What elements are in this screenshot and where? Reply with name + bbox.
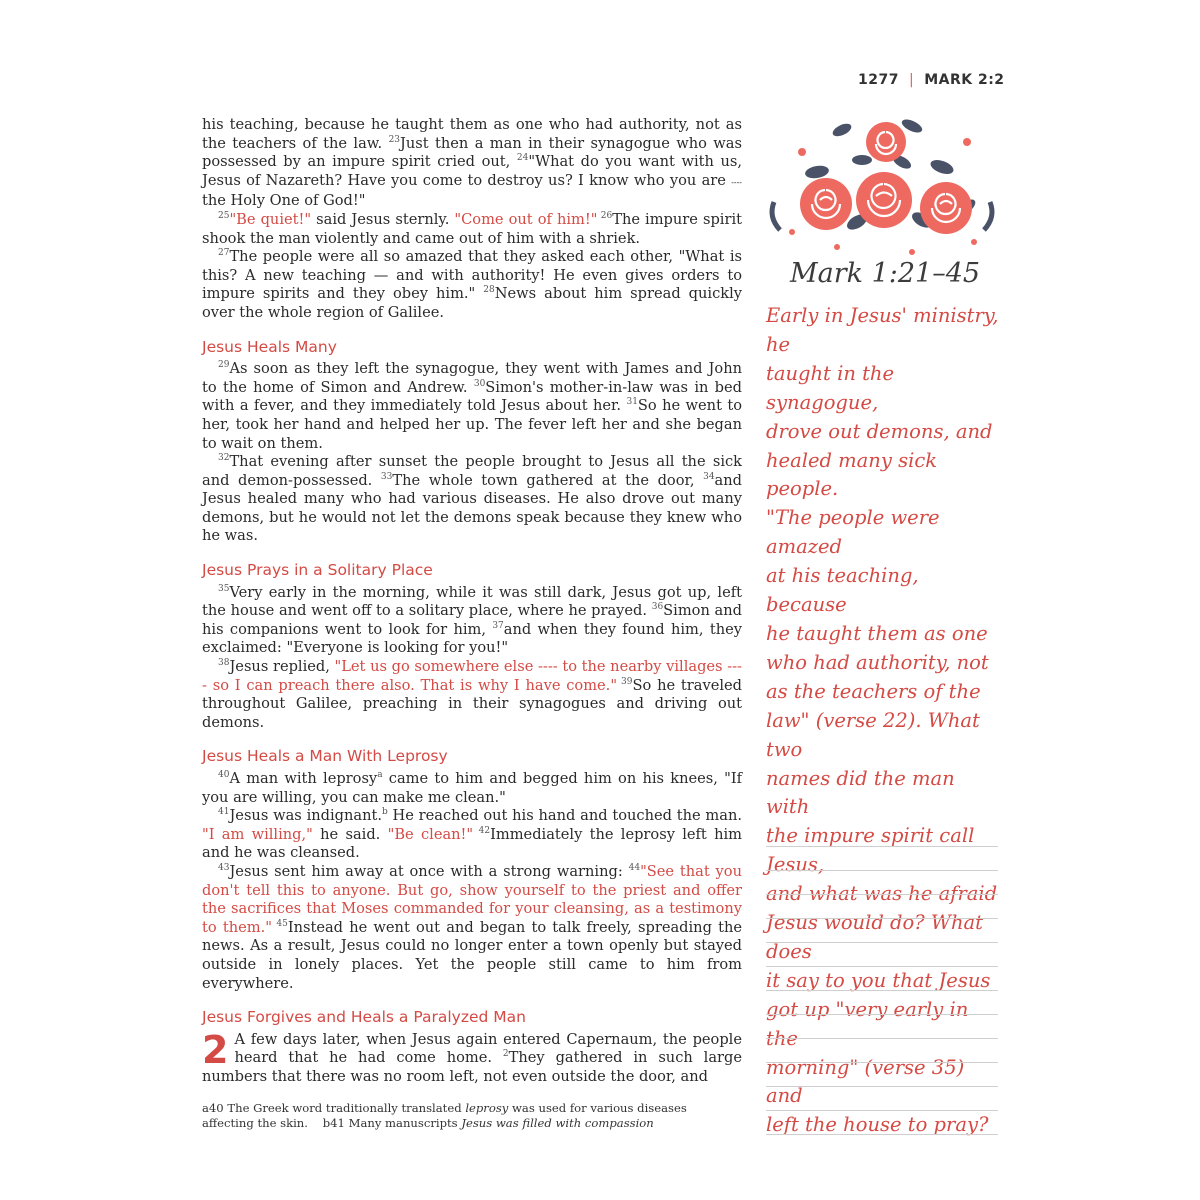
verse-number: 25 bbox=[218, 211, 230, 222]
paragraph bbox=[202, 248, 742, 322]
chapter-start bbox=[202, 1027, 742, 1087]
words-of-jesus: "Let us go somewhere else ---- to the nearby villages ---- so I can preach there also. That is why I have come." bbox=[202, 658, 742, 694]
paragraph bbox=[202, 1027, 742, 1087]
note-line: morning" (verse 35) and bbox=[766, 1055, 965, 1108]
verse-number: 32 bbox=[218, 453, 230, 464]
page-number: 1277 bbox=[858, 72, 899, 88]
verse-text: and Jesus healed many who had various diseases. He also drove out many demons, but he would not let the demons speak because they knew who he was. bbox=[202, 471, 742, 545]
verse-text: "What do you want with us, Jesus of Nazareth? Have you come to destroy us? I know who you are bbox=[202, 153, 742, 189]
writing-line[interactable] bbox=[766, 846, 998, 847]
paragraph bbox=[202, 116, 742, 211]
paragraph bbox=[202, 807, 742, 863]
words-of-jesus: "Come out of him!" bbox=[454, 210, 598, 228]
note-line: got up "very early in the bbox=[766, 997, 969, 1050]
note-line: Jesus would do? What does bbox=[766, 911, 983, 963]
writing-line[interactable] bbox=[766, 966, 998, 967]
footnote-marker: a bbox=[202, 1101, 209, 1115]
verse-text: He reached out his hand and touched the man. bbox=[387, 807, 742, 825]
writing-line[interactable] bbox=[766, 1086, 998, 1087]
note-line: the impure spirit call Jesus, bbox=[766, 824, 975, 877]
footnote-italic: Jesus was filled with compassion bbox=[461, 1116, 654, 1130]
footnote-text: The Greek word traditionally translated bbox=[223, 1101, 466, 1115]
verse-text: Jesus sent him away at once with a strong warning: bbox=[229, 862, 629, 880]
note-line: who had authority, not bbox=[766, 650, 989, 674]
words-of-jesus: "I am willing," bbox=[202, 825, 313, 843]
note-line: as the teachers of the bbox=[766, 679, 981, 703]
paragraph bbox=[202, 770, 742, 807]
verse-text: he said. bbox=[312, 825, 388, 843]
passage-reference: Mark 1:21–45 bbox=[790, 258, 981, 289]
verse-number: 33 bbox=[380, 471, 393, 482]
verse-number: 29 bbox=[218, 360, 230, 371]
note-line: healed many sick people. bbox=[766, 448, 938, 501]
verse-text: Instead he went out and began to talk freely, spreading the news. As a result, Jesus could no longer enter a town openly but stayed outside in lonely places. Yet the people still came to him from everywhere. bbox=[202, 918, 742, 992]
note-line: taught in the synagogue, bbox=[766, 361, 895, 414]
note-line: left the house to pray? bbox=[766, 1113, 989, 1137]
verse-text: Jesus replied, bbox=[229, 658, 335, 676]
section-heading: Jesus Heals a Man With Leprosy bbox=[202, 747, 448, 766]
writing-line[interactable] bbox=[766, 1110, 998, 1111]
verse-text: the Holy One of God!" bbox=[202, 192, 366, 210]
verse-number: 31 bbox=[626, 397, 638, 408]
verse-text: As soon as they left the synagogue, they went with James and John to the home of Simon and Andrew. bbox=[202, 360, 742, 396]
footnote-text: was used for various diseases affecting the skin. bbox=[202, 1101, 687, 1130]
paragraph bbox=[202, 453, 742, 546]
verse-number: 27 bbox=[218, 248, 230, 259]
verse-number: 37 bbox=[492, 620, 504, 631]
verse-text: So he went to her, took her hand and helped her up. The fever left her and she began to wait on them. bbox=[202, 397, 742, 452]
verse-text: The impure spirit shook the man violently and came out of him with a shriek. bbox=[202, 210, 742, 247]
verse-number: 40 bbox=[218, 770, 230, 781]
verse-number: 45 bbox=[271, 918, 288, 929]
verse-number: 44 bbox=[628, 863, 641, 874]
chapter-number: 2 bbox=[202, 1027, 229, 1072]
writing-line[interactable] bbox=[766, 990, 998, 991]
note-line: it say to you that Jesus bbox=[766, 968, 991, 992]
verse-number: 34 bbox=[703, 471, 715, 482]
writing-line[interactable] bbox=[766, 918, 998, 919]
verse-text: News about him spread quickly over the whole region of Galilee. bbox=[202, 285, 743, 321]
footnote-ref: 41 bbox=[330, 1116, 345, 1130]
words-of-jesus: "Be clean!" bbox=[387, 825, 474, 843]
footnote-ref: 40 bbox=[208, 1101, 224, 1115]
verse-number: 2 bbox=[502, 1049, 509, 1060]
book-reference: MARK 2:2 bbox=[924, 72, 1005, 88]
note-line: at his teaching, because bbox=[766, 564, 919, 617]
verse-text: his teaching, because he taught them as one who had authority, not as the teachers of the law. bbox=[202, 116, 742, 152]
scripture-column bbox=[202, 116, 742, 1087]
section-heading: Jesus Forgives and Heals a Paralyzed Man bbox=[202, 1008, 526, 1027]
verse-text: Jesus was indignant. bbox=[229, 807, 382, 825]
rose-illustration bbox=[762, 112, 1002, 262]
footnote-text: Many manuscripts bbox=[344, 1116, 462, 1130]
verse-number: 35 bbox=[218, 583, 230, 594]
footnote-italic: leprosy bbox=[465, 1101, 509, 1115]
note-line: drove out demons, and bbox=[766, 419, 993, 443]
note-line: "The people were amazed bbox=[766, 506, 940, 559]
writing-line[interactable] bbox=[766, 870, 998, 871]
paragraph bbox=[202, 863, 742, 993]
verse-text: Simon's mother-in-law was in bed with a fever, and they immediately told Jesus about her. bbox=[202, 378, 742, 415]
running-header bbox=[858, 72, 1008, 96]
verse-number: 30 bbox=[473, 378, 486, 389]
verse-text: A few days later, when Jesus again entered Capernaum, the people heard that he had come home. bbox=[234, 1030, 742, 1067]
header-separator: | bbox=[908, 72, 915, 88]
writing-line[interactable] bbox=[766, 1134, 998, 1135]
verse-number: 41 bbox=[218, 807, 230, 818]
verse-text: That evening after sunset the people brought to Jesus all the sick and demon-possessed. bbox=[202, 453, 742, 489]
note-line: names did the man with bbox=[766, 766, 955, 819]
writing-line[interactable] bbox=[766, 1014, 998, 1015]
paragraph bbox=[202, 360, 742, 453]
note-line: law" (verse 22). What two bbox=[766, 708, 980, 761]
verse-text: Just then a man in their synagogue who was possessed by an impure spirit cried out, bbox=[202, 134, 742, 171]
note-line: Early in Jesus' ministry, he bbox=[766, 304, 999, 356]
note-line: and what was he afraid bbox=[766, 882, 998, 906]
footnote-marker[interactable]: b bbox=[381, 807, 388, 818]
words-of-jesus: "See that you don't tell this to anyone. But go, show yourself to the priest and offer the sacrifices that Moses commanded for your cleansing, as a testimony to them." bbox=[202, 862, 742, 936]
verse-text: The whole town gathered at the door, bbox=[392, 471, 704, 489]
verse-text: came to him and begged him on his knees, "If you are willing, you can make me clean." bbox=[202, 770, 742, 806]
verse-text: So he traveled throughout Galilee, preaching in their synagogues and driving out demons. bbox=[202, 676, 742, 731]
verse-number: 36 bbox=[651, 602, 664, 613]
verse-text: They gathered in such large numbers that there was no room left, not even outside the door, and bbox=[202, 1049, 742, 1085]
verse-number: 24 bbox=[516, 153, 529, 164]
verse-text: Very early in the morning, while it was still dark, Jesus got up, left the house and went off to a solitary place, where he prayed. bbox=[202, 583, 742, 620]
dash-mark: ---- bbox=[731, 177, 742, 187]
verse-number: 23 bbox=[388, 134, 401, 145]
section-heading: Jesus Heals Many bbox=[202, 337, 337, 356]
footnotes bbox=[202, 1101, 742, 1131]
paragraph bbox=[202, 211, 742, 248]
paragraph bbox=[202, 658, 742, 732]
verse-text: A man with leprosy bbox=[229, 770, 378, 787]
verse-number: 39 bbox=[617, 676, 633, 687]
writing-line[interactable] bbox=[766, 894, 998, 895]
footnote-marker: b bbox=[322, 1116, 331, 1130]
verse-text: Immediately the leprosy left him and he was cleansed. bbox=[202, 825, 742, 862]
verse-text: Simon and his companions went to look for him, bbox=[202, 602, 742, 638]
writing-line[interactable] bbox=[766, 1062, 998, 1063]
verse-number: 43 bbox=[218, 863, 230, 874]
note-line: he taught them as one bbox=[766, 621, 988, 645]
footnote-marker[interactable]: a bbox=[377, 770, 383, 781]
section-heading: Jesus Prays in a Solitary Place bbox=[202, 561, 433, 580]
verse-text: and when they found him, they exclaimed: "Everyone is looking for you!" bbox=[202, 620, 742, 657]
verse-text: The people were all so amazed that they asked each other, "What is this? A new teaching — and with authority! He even gives orders to impure spirits and they obey him." bbox=[202, 248, 742, 303]
verse-number: 38 bbox=[218, 658, 230, 669]
verse-number: 28 bbox=[483, 285, 495, 296]
verse-number: 42 bbox=[473, 825, 491, 836]
writing-line[interactable] bbox=[766, 1038, 998, 1039]
words-of-jesus: "Be quiet!" bbox=[229, 210, 312, 228]
verse-number: 26 bbox=[597, 211, 613, 222]
writing-line[interactable] bbox=[766, 942, 998, 943]
paragraph bbox=[202, 584, 742, 658]
verse-text: said Jesus sternly. bbox=[311, 210, 455, 228]
